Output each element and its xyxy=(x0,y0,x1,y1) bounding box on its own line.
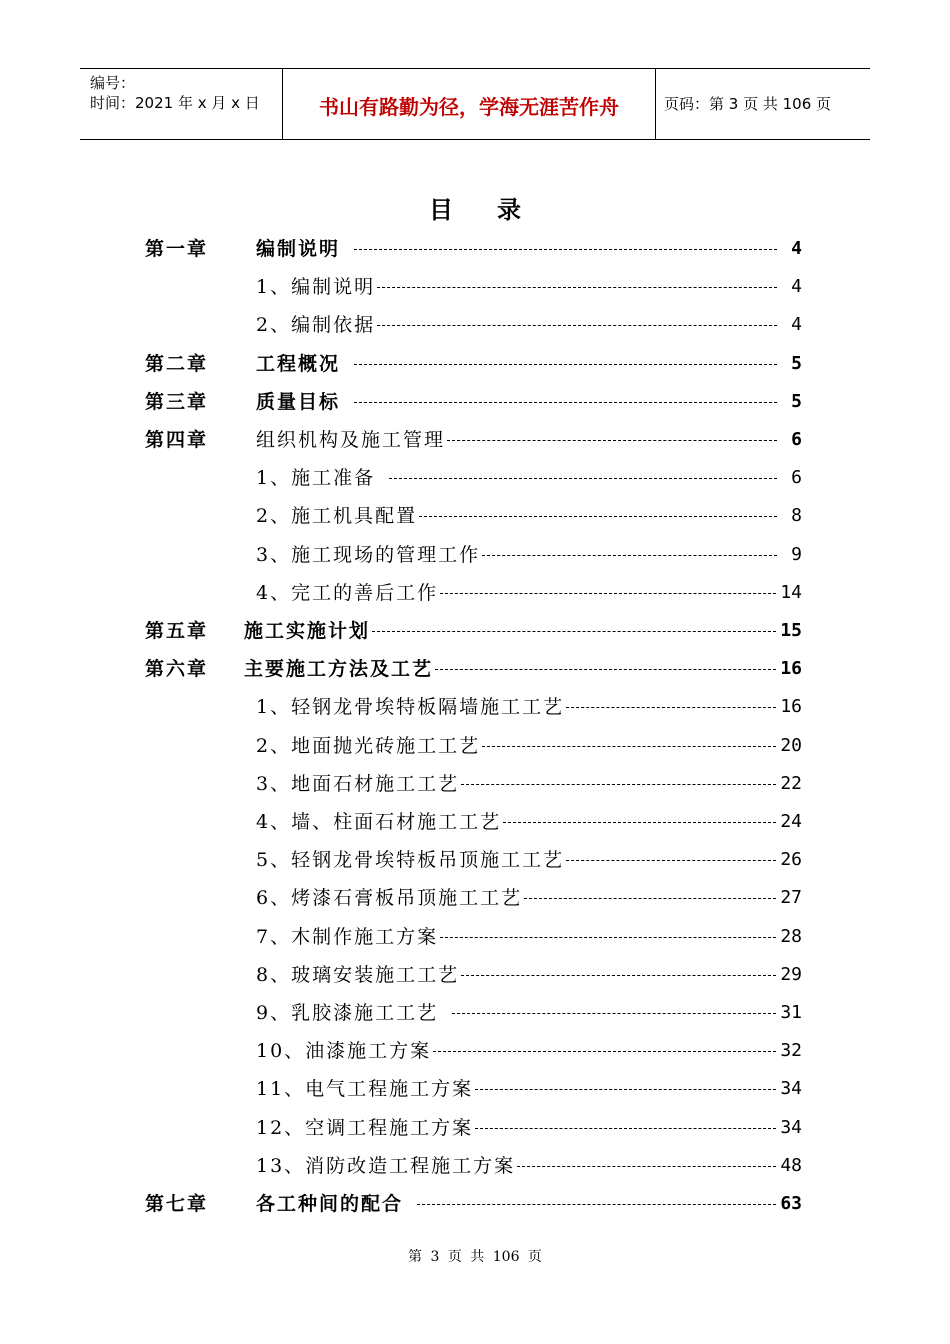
toc-page-number: 24 xyxy=(780,811,802,832)
toc-row[interactable] xyxy=(0,883,950,913)
toc-leader-dots xyxy=(440,593,776,594)
toc-leader-dots xyxy=(503,822,776,823)
motto: 书山有路勤为径，学海无涯苦作舟 xyxy=(319,95,619,119)
page-info: 页码：第 3 页 共 106 页 xyxy=(664,95,832,113)
toc-row[interactable] xyxy=(0,387,950,417)
toc-chapter-label: 第四章 xyxy=(145,429,209,451)
toc-page-number: 20 xyxy=(780,734,802,756)
toc-chapter-title: 质量目标 xyxy=(256,390,341,413)
toc-row[interactable] xyxy=(0,998,950,1028)
toc-leader-dots xyxy=(354,249,777,250)
toc-row[interactable] xyxy=(0,1113,950,1143)
toc-row[interactable] xyxy=(0,922,950,952)
toc-page-number: 32 xyxy=(780,1040,802,1062)
toc-chapter-title: 主要施工方法及工艺 xyxy=(244,658,434,681)
toc-row[interactable] xyxy=(0,463,950,493)
toc-page-number: 16 xyxy=(780,696,802,718)
toc-section-title: 1、编制说明 xyxy=(256,276,376,299)
toc-page-number: 5 xyxy=(791,352,802,374)
toc-row[interactable] xyxy=(0,960,950,990)
toc-row[interactable] xyxy=(0,1074,950,1104)
toc-section-title: 10、油漆施工方案 xyxy=(256,1040,432,1063)
toc-section-title: 1、轻钢龙骨埃特板隔墙施工工艺 xyxy=(256,696,565,719)
toc-leader-dots xyxy=(354,364,777,365)
toc-section-title: 2、施工机具配置 xyxy=(256,505,418,528)
toc-section-title: 5、轻钢龙骨埃特板吊顶施工工艺 xyxy=(256,849,565,872)
toc-row[interactable] xyxy=(0,349,950,379)
toc-chapter-label: 第一章 xyxy=(145,238,209,260)
toc-leader-dots xyxy=(440,937,776,938)
toc-chapter-label: 第三章 xyxy=(145,390,209,413)
toc-row[interactable] xyxy=(0,272,950,302)
toc-leader-dots xyxy=(433,1051,776,1052)
toc-row[interactable] xyxy=(0,425,950,455)
number-label: 编号： xyxy=(90,74,136,92)
toc-chapter-label: 第二章 xyxy=(145,352,209,375)
toc-page-number: 34 xyxy=(780,1116,802,1138)
toc-leader-dots xyxy=(475,1089,776,1090)
toc-chapter-title: 各工种间的配合 xyxy=(256,1193,404,1215)
toc-leader-dots xyxy=(435,669,776,670)
toc-page-number: 5 xyxy=(791,390,802,412)
toc-section-title: 11、电气工程施工方案 xyxy=(256,1078,474,1101)
toc-chapter-label: 第七章 xyxy=(145,1193,209,1215)
toc-chapter-title: 施工实施计划 xyxy=(244,620,371,642)
toc-section-title: 2、编制依据 xyxy=(256,314,376,337)
toc-row[interactable] xyxy=(0,1189,950,1219)
toc-chapter-title: 工程概况 xyxy=(256,352,341,375)
toc-row[interactable] xyxy=(0,845,950,875)
toc-page-number: 9 xyxy=(791,543,802,565)
toc-section-title: 1、施工准备 xyxy=(256,467,376,490)
toc-page-number: 48 xyxy=(780,1154,802,1176)
toc-row[interactable] xyxy=(0,578,950,608)
toc-row[interactable] xyxy=(0,540,950,570)
toc-leader-dots xyxy=(475,1128,776,1129)
date-label: 时间：2021 年 x 月 x 日 xyxy=(90,94,260,112)
toc-row[interactable] xyxy=(0,731,950,761)
toc-leader-dots xyxy=(566,860,776,861)
toc-chapter-title: 编制说明 xyxy=(256,238,341,260)
toc-leader-dots xyxy=(419,516,777,517)
toc-page-number: 27 xyxy=(780,887,802,909)
toc-section-title: 3、施工现场的管理工作 xyxy=(256,543,481,566)
toc-section-title: 3、地面石材施工工艺 xyxy=(256,772,460,795)
toc-page-number: 8 xyxy=(791,505,802,527)
toc-row[interactable] xyxy=(0,616,950,646)
toc-section-title: 7、木制作施工方案 xyxy=(256,925,439,948)
toc-page-number: 29 xyxy=(780,963,802,985)
toc-page-number: 4 xyxy=(791,276,802,298)
toc-row[interactable] xyxy=(0,807,950,837)
toc-page-number: 14 xyxy=(780,581,802,603)
toc-chapter-label: 第五章 xyxy=(145,620,209,642)
toc-chapter-label: 第六章 xyxy=(145,658,209,681)
toc-chapter-title: 组织机构及施工管理 xyxy=(256,429,446,451)
toc-page-number: 34 xyxy=(780,1078,802,1100)
toc-page-number: 26 xyxy=(780,849,802,871)
toc-section-title: 2、地面抛光砖施工工艺 xyxy=(256,734,481,757)
toc-leader-dots xyxy=(452,1013,776,1014)
toc-row[interactable] xyxy=(0,1036,950,1066)
toc-leader-dots xyxy=(482,746,776,747)
toc-leader-dots xyxy=(461,975,776,976)
toc-leader-dots xyxy=(372,631,776,632)
toc-row[interactable] xyxy=(0,1151,950,1181)
toc-leader-dots xyxy=(566,707,776,708)
toc-page-number: 15 xyxy=(780,620,802,641)
toc-page-number: 63 xyxy=(780,1193,802,1214)
toc-row[interactable] xyxy=(0,692,950,722)
toc-row[interactable] xyxy=(0,654,950,684)
toc-section-title: 12、空调工程施工方案 xyxy=(256,1116,474,1139)
toc-leader-dots xyxy=(447,440,777,441)
toc-section-title: 9、乳胶漆施工工艺 xyxy=(256,1002,439,1024)
toc-row[interactable] xyxy=(0,501,950,531)
toc-title: 目录 xyxy=(429,195,565,224)
toc-leader-dots xyxy=(389,478,777,479)
toc-section-title: 4、完工的善后工作 xyxy=(256,581,439,604)
toc-leader-dots xyxy=(417,1204,776,1205)
toc-row[interactable] xyxy=(0,769,950,799)
toc-page-number: 31 xyxy=(780,1002,802,1023)
toc-leader-dots xyxy=(482,555,777,556)
toc-row[interactable] xyxy=(0,234,950,264)
toc-page-number: 16 xyxy=(780,658,802,680)
toc-page-number: 6 xyxy=(791,467,802,489)
toc-page-number: 4 xyxy=(791,314,802,336)
toc-row[interactable] xyxy=(0,310,950,340)
toc-section-title: 4、墙、柱面石材施工工艺 xyxy=(256,811,502,833)
toc-leader-dots xyxy=(354,402,777,403)
page-footer: 第 3 页 共 106 页 xyxy=(408,1249,542,1265)
toc-leader-dots xyxy=(461,784,776,785)
toc-section-title: 6、烤漆石膏板吊顶施工工艺 xyxy=(256,887,523,910)
toc-page-number: 4 xyxy=(791,238,802,259)
toc-section-title: 8、玻璃安装施工工艺 xyxy=(256,963,460,986)
toc-leader-dots xyxy=(377,325,777,326)
toc-page-number: 22 xyxy=(780,772,802,794)
toc-page-number: 6 xyxy=(791,429,802,450)
toc-leader-dots xyxy=(377,287,777,288)
toc-leader-dots xyxy=(524,898,776,899)
toc-page-number: 28 xyxy=(780,925,802,947)
toc-leader-dots xyxy=(517,1166,776,1167)
toc-section-title: 13、消防改造工程施工方案 xyxy=(256,1154,516,1177)
